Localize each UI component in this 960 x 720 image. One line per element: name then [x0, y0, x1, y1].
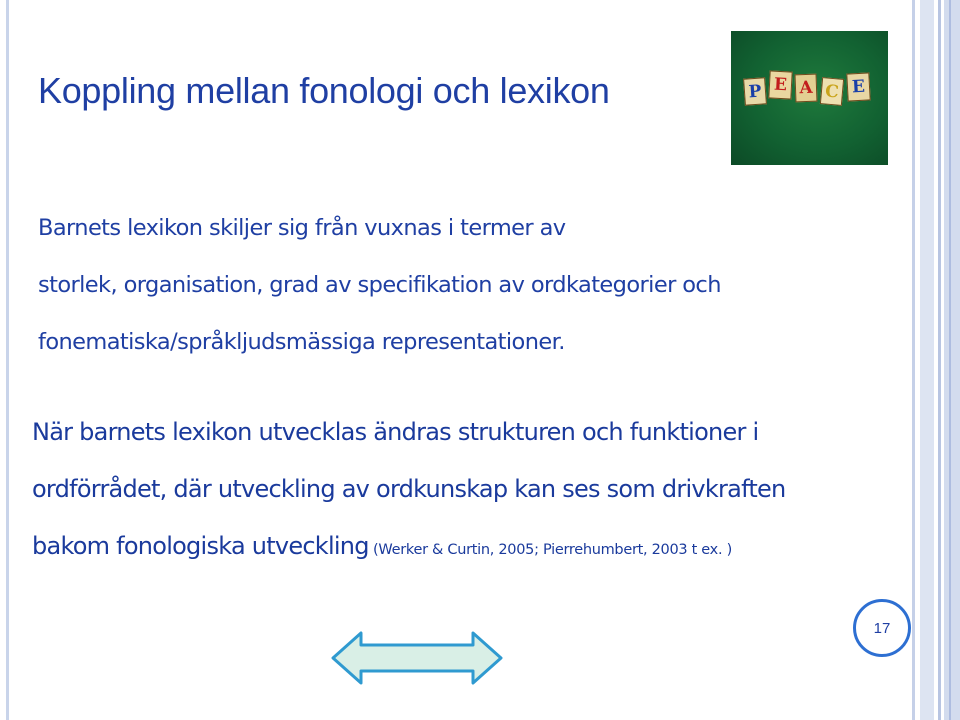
right-decorative-stripes	[912, 0, 960, 720]
paragraph-line: Barnets lexikon skiljer sig från vuxnas i termer av	[38, 215, 566, 241]
paragraph-line: storlek, organisation, grad av specifikation av ordkategorier och	[38, 272, 721, 298]
left-edge-line	[6, 0, 9, 720]
letter-block: E	[846, 72, 870, 101]
paragraph-line: fonematiska/språkljudsmässiga representationer.	[38, 329, 565, 355]
paragraph-last-text: bakom fonologiska utveckling	[32, 532, 369, 560]
letter-block: C	[820, 77, 844, 106]
letter-blocks-photo	[731, 31, 888, 165]
page-number-badge	[853, 599, 911, 657]
letter-block: P	[743, 77, 767, 105]
letter-block: E	[768, 70, 792, 99]
slide-title: Koppling mellan fonologi och lexikon	[38, 70, 610, 111]
letter-block: A	[795, 74, 818, 103]
paragraph-line: ordförrådet, där utveckling av ordkunskap kan ses som drivkraften	[32, 475, 786, 503]
paragraph-lexicon-difference	[38, 200, 898, 371]
paragraph-line: När barnets lexikon utvecklas ändras strukturen och funktioner i	[32, 418, 759, 446]
citation: (Werker & Curtin, 2005; Pierrehumbert, 2003 t ex. )	[368, 542, 732, 558]
paragraph-lexicon-development	[32, 404, 902, 579]
double-headed-arrow-icon	[331, 630, 503, 686]
paragraph-line-last	[32, 518, 902, 579]
page-number: 17	[873, 619, 891, 637]
